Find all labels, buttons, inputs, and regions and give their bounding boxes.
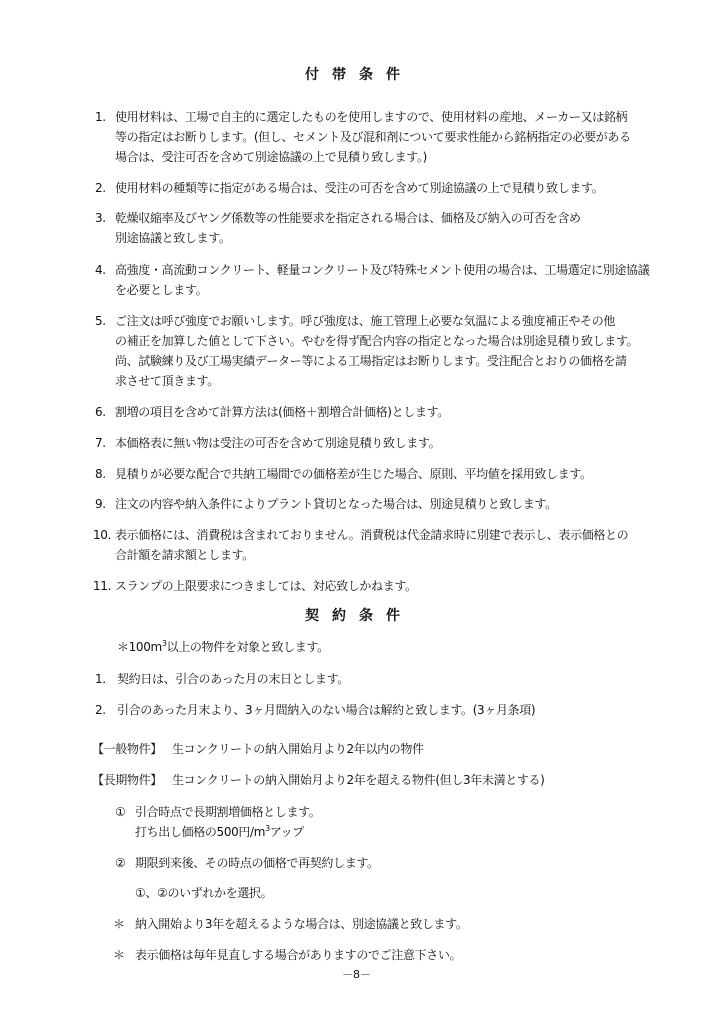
item-number: 2. xyxy=(95,181,106,195)
scope-note-prefix: ＊100m xyxy=(117,640,162,654)
item-number: 7. xyxy=(95,436,106,450)
option-1-subtext xyxy=(135,825,304,839)
option-1-subtext-suffix: アップ xyxy=(269,825,304,839)
item-line: ご注文は呼び強度でお願いします。呼び強度は、施工管理上必要な気温による強度補正やその他 xyxy=(115,314,615,328)
item-line: を必要とします。 xyxy=(115,283,208,297)
general-property-label: 【一般物件】 xyxy=(92,742,162,756)
contract-heading: 契約条件 xyxy=(305,608,413,624)
page-number: －8－ xyxy=(342,968,371,981)
longterm-property-label: 【長期物件】 xyxy=(92,773,162,787)
note-text: 納入開始より3年を超えるような場合は、別途協議と致します。 xyxy=(135,917,468,931)
item-number: 11. xyxy=(93,579,112,593)
item-line: 引合のあった月末より、3ヶ月間納入のない場合は解約と致します。(3ヶ月条項) xyxy=(117,703,536,717)
choose-option-text: ①、②のいずれかを選択。 xyxy=(135,886,273,900)
item-number: 10. xyxy=(93,528,112,542)
item-line: 場合は、受注可否を含めて別途協議の上で見積り致します。) xyxy=(115,150,427,164)
option-2-text: 期限到来後、その時点の価格で再契約します。 xyxy=(135,856,379,870)
item-line: 求させて頂きます。 xyxy=(115,374,219,388)
item-number: 1. xyxy=(95,110,106,124)
item-number: 9. xyxy=(95,497,106,511)
asterisk-mark: ＊ xyxy=(113,917,125,931)
asterisk-mark: ＊ xyxy=(113,948,125,962)
item-line: 使用材料は、工場で自主的に選定したものを使用しますので、使用材料の産地、メーカー又は銘柄 xyxy=(115,110,628,124)
item-number: 1. xyxy=(95,672,106,686)
item-line: スランプの上限要求につきましては、対応致しかねます。 xyxy=(115,579,417,593)
item-line: 乾燥収縮率及びヤング係数等の性能要求を指定される場合は、価格及び納入の可否を含め xyxy=(115,211,581,225)
option-1-subtext-prefix: 打ち出し価格の500円/m xyxy=(135,825,266,839)
item-line: 本価格表に無い物は受注の可否を含めて別途見積り致します。 xyxy=(115,436,441,450)
contract-scope-note xyxy=(117,640,329,654)
item-line: 等の指定はお断りします。(但し、セメント及び混和剤について要求性能から銘柄指定の必要がある xyxy=(115,130,631,144)
item-line: 表示価格には、消費税は含まれておりません。消費税は代金請求時に別建で表示し、表示価格との xyxy=(115,528,629,542)
option-1-text: 引合時点で長期割増価格とします。 xyxy=(135,805,321,819)
item-number: 2. xyxy=(95,703,106,717)
option-1-mark: ① xyxy=(115,805,126,819)
item-line: 注文の内容や納入条件によりプラント貸切となった場合は、別途見積りと致します。 xyxy=(115,497,557,511)
item-line: 割増の項目を含めて計算方法は(価格＋割増合計価格)とします。 xyxy=(115,405,449,419)
option-1-subtext-superscript: 3 xyxy=(265,824,270,833)
item-line: 使用材料の種類等に指定がある場合は、受注の可否を含めて別途協議の上で見積り致します。 xyxy=(115,181,604,195)
item-line: 合計額を請求額とします。 xyxy=(115,548,254,562)
item-line: 見積りが必要な配合で共納工場間での価格差が生じた場合、原則、平均値を採用致します。 xyxy=(115,467,592,481)
supplementary-heading: 付帯条件 xyxy=(305,67,413,83)
item-line: 尚、試験練り及び工場実績データー等による工場指定はお断りします。受注配合とおりの価格を請 xyxy=(115,354,627,368)
scope-note-suffix: 以上の物件を対象と致します。 xyxy=(166,640,329,654)
item-line: 高強度・高流動コンクリート、軽量コンクリート及び特殊セメント使用の場合は、工場選定に別途協議 xyxy=(115,263,650,277)
item-number: 3. xyxy=(95,211,106,225)
item-line: の補正を加算した値として下さい。やむを得ず配合内容の指定となった場合は別途見積り致します。 xyxy=(115,334,639,348)
item-number: 4. xyxy=(95,263,106,277)
item-number: 8. xyxy=(95,467,106,481)
item-number: 6. xyxy=(95,405,106,419)
scope-note-superscript: 3 xyxy=(161,639,167,648)
item-number: 5. xyxy=(95,314,106,328)
note-text: 表示価格は毎年見直しする場合がありますのでご注意下さい。 xyxy=(135,948,462,962)
item-line: 契約日は、引合のあった月の末日とします。 xyxy=(117,672,349,686)
longterm-property-text: 生コンクリートの納入開始月より2年を超える物件(但し3年未満とする) xyxy=(172,773,545,787)
option-2-mark: ② xyxy=(115,856,126,870)
general-property-text: 生コンクリートの納入開始月より2年以内の物件 xyxy=(172,742,424,756)
item-line: 別途協議と致します。 xyxy=(115,231,231,245)
